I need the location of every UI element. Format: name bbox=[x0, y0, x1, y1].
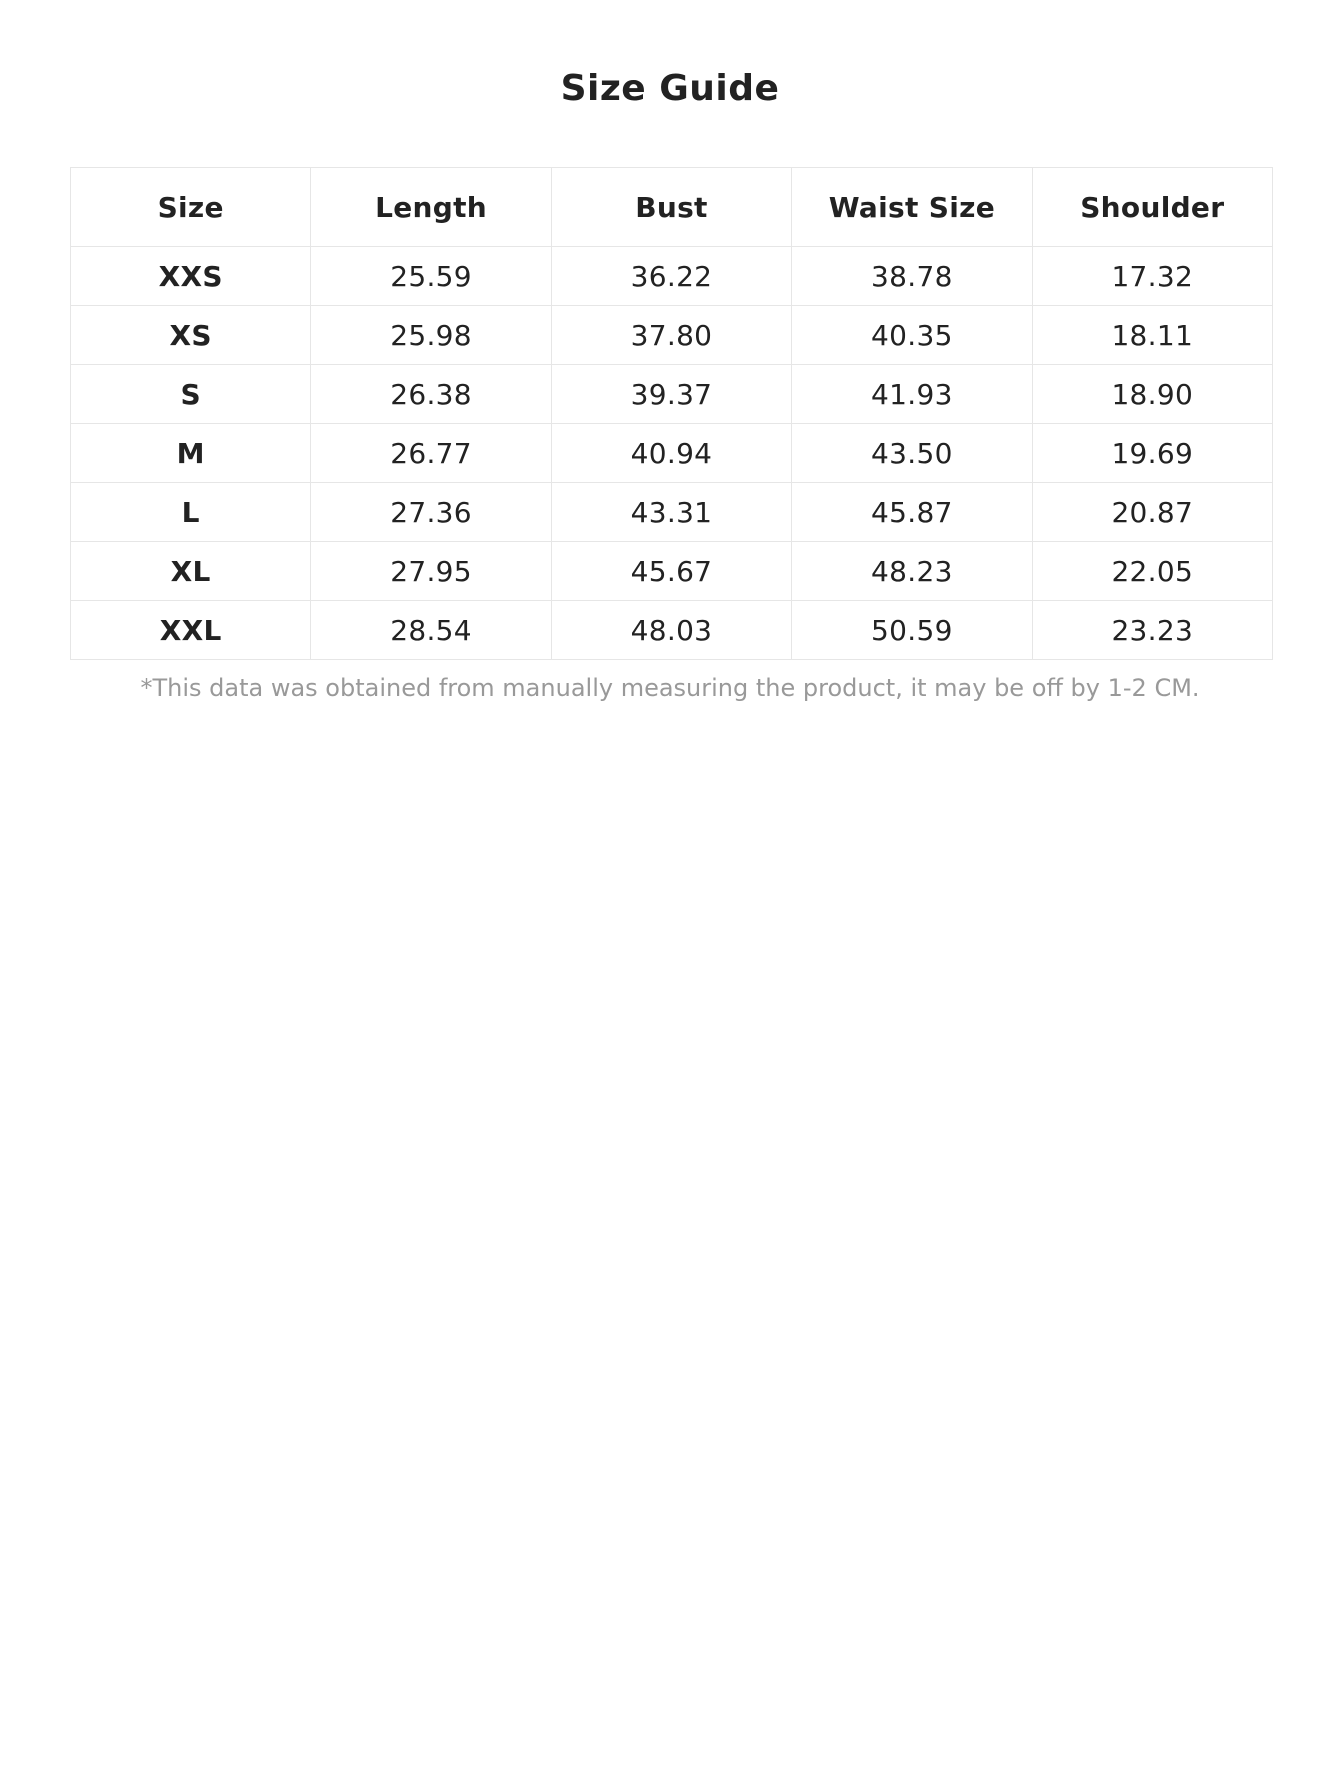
waist-cell: 45.87 bbox=[792, 483, 1032, 542]
table-row bbox=[71, 483, 1273, 542]
table-row bbox=[71, 542, 1273, 601]
header-shoulder: Shoulder bbox=[1032, 168, 1272, 247]
shoulder-cell: 19.69 bbox=[1032, 424, 1272, 483]
shoulder-cell: 23.23 bbox=[1032, 601, 1272, 660]
length-cell: 27.95 bbox=[311, 542, 551, 601]
table-row bbox=[71, 424, 1273, 483]
shoulder-cell: 17.32 bbox=[1032, 247, 1272, 306]
waist-cell: 50.59 bbox=[792, 601, 1032, 660]
header-length: Length bbox=[311, 168, 551, 247]
header-bust: Bust bbox=[551, 168, 791, 247]
size-guide-table bbox=[70, 167, 1273, 660]
bust-cell: 37.80 bbox=[551, 306, 791, 365]
waist-cell: 38.78 bbox=[792, 247, 1032, 306]
shoulder-cell: 20.87 bbox=[1032, 483, 1272, 542]
bust-cell: 45.67 bbox=[551, 542, 791, 601]
waist-cell: 43.50 bbox=[792, 424, 1032, 483]
length-cell: 28.54 bbox=[311, 601, 551, 660]
shoulder-cell: 22.05 bbox=[1032, 542, 1272, 601]
size-cell: XXL bbox=[71, 601, 311, 660]
table-row bbox=[71, 601, 1273, 660]
length-cell: 26.38 bbox=[311, 365, 551, 424]
page-title: Size Guide bbox=[560, 68, 780, 109]
size-cell: M bbox=[71, 424, 311, 483]
header-size: Size bbox=[71, 168, 311, 247]
waist-cell: 41.93 bbox=[792, 365, 1032, 424]
length-cell: 25.59 bbox=[311, 247, 551, 306]
size-cell: S bbox=[71, 365, 311, 424]
measurement-footnote: *This data was obtained from manually measuring the product, it may be off by 1-2 CM. bbox=[140, 674, 1200, 702]
shoulder-cell: 18.90 bbox=[1032, 365, 1272, 424]
size-cell: XS bbox=[71, 306, 311, 365]
table-row bbox=[71, 306, 1273, 365]
size-cell: XXS bbox=[71, 247, 311, 306]
waist-cell: 48.23 bbox=[792, 542, 1032, 601]
bust-cell: 36.22 bbox=[551, 247, 791, 306]
length-cell: 25.98 bbox=[311, 306, 551, 365]
size-cell: L bbox=[71, 483, 311, 542]
table-row bbox=[71, 247, 1273, 306]
shoulder-cell: 18.11 bbox=[1032, 306, 1272, 365]
size-cell: XL bbox=[71, 542, 311, 601]
header-waist-size: Waist Size bbox=[792, 168, 1032, 247]
bust-cell: 40.94 bbox=[551, 424, 791, 483]
table-row bbox=[71, 365, 1273, 424]
waist-cell: 40.35 bbox=[792, 306, 1032, 365]
length-cell: 26.77 bbox=[311, 424, 551, 483]
bust-cell: 48.03 bbox=[551, 601, 791, 660]
bust-cell: 39.37 bbox=[551, 365, 791, 424]
table-header-row bbox=[71, 168, 1273, 247]
length-cell: 27.36 bbox=[311, 483, 551, 542]
bust-cell: 43.31 bbox=[551, 483, 791, 542]
